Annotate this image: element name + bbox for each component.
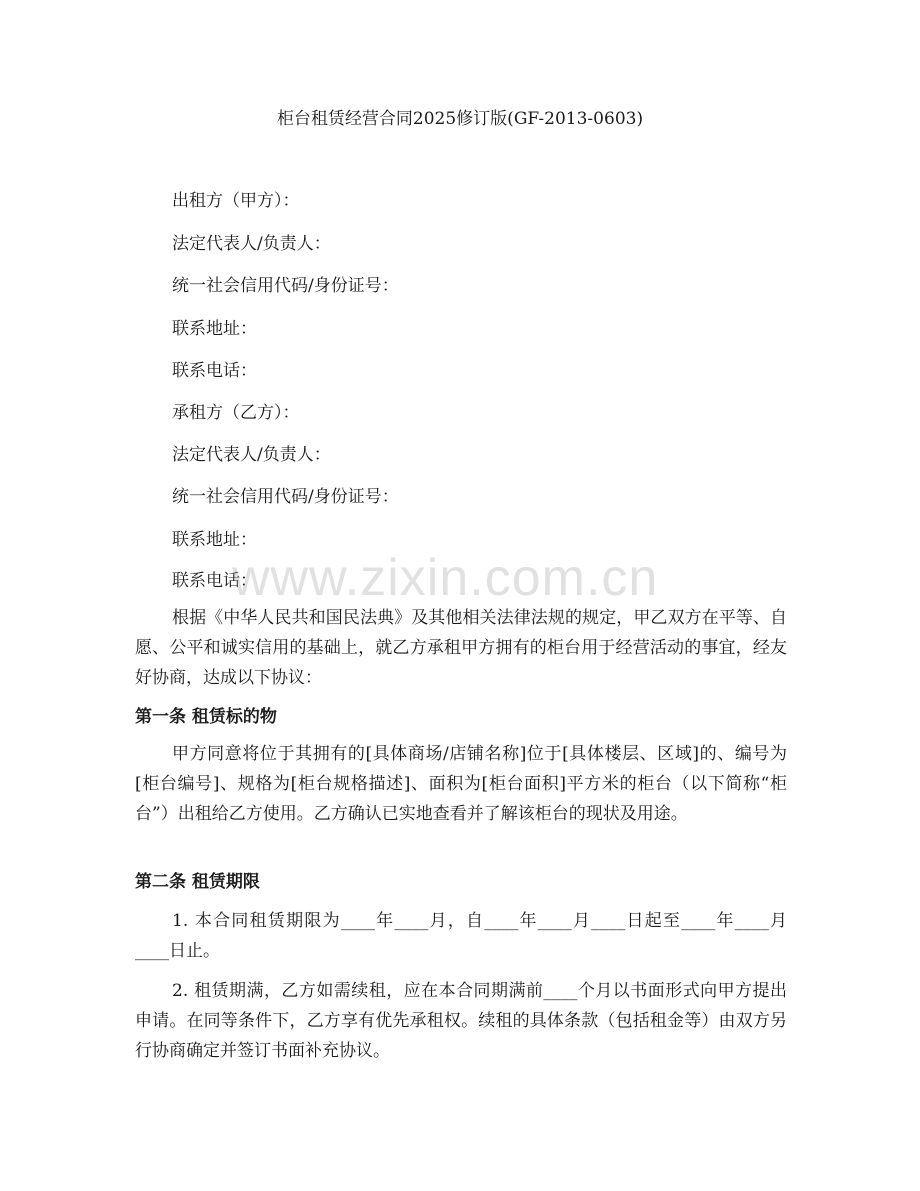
lessee-representative-label: 法定代表人/负责人： <box>172 445 331 465</box>
article-2-clause-2: 2. 租赁期满，乙方如需续租，应在本合同期满前____个月以书面形式向甲方提出申请。在同等条件下，乙方享有优先承租权。续租的具体条款（包括租金等）由双方另行协商确定并签订书面补充协议。 <box>135 981 787 1061</box>
watermark: www.zixin.com.cn <box>232 549 659 607</box>
lessee-label: 承租方（乙方）： <box>172 403 300 423</box>
lessor-representative-label: 法定代表人/负责人： <box>172 234 331 254</box>
lessor-phone-label: 联系电话： <box>172 361 257 381</box>
lessee-address-label: 联系地址： <box>172 530 257 550</box>
article-1-heading: 第一条 租赁标的物 <box>135 707 277 727</box>
article-1-body: 甲方同意将位于其拥有的[具体商场/店铺名称]位于[具体楼层、区域]的、编号为[柜台编号]、规格为[柜台规格描述]、面积为[柜台面积]平方米的柜台（以下简称“柜台”）出租给乙方使用。乙方确认已实地查看并了解该柜台的现状及用途。 <box>135 744 787 824</box>
document-title: 柜台租赁经营合同2025修订版(GF-2013-0603) <box>276 109 644 129</box>
article-2-heading: 第二条 租赁期限 <box>135 872 260 892</box>
preamble-paragraph: 根据《中华人民共和国民法典》及其他相关法律法规的规定，甲乙双方在平等、自愿、公平和诚实信用的基础上，就乙方承租甲方拥有的柜台用于经营活动的事宜，经友好协商，达成以下协议： <box>135 608 787 688</box>
lessor-label: 出租方（甲方）： <box>172 191 300 211</box>
lessee-credit-code-label: 统一社会信用代码/身份证号： <box>172 487 399 507</box>
article-2-clause-1: 1. 本合同租赁期限为____年____月，自____年____月____日起至____年____月____日止。 <box>135 911 787 961</box>
lessee-phone-label: 联系电话： <box>172 571 257 591</box>
lessor-credit-code-label: 统一社会信用代码/身份证号： <box>172 276 399 296</box>
lessor-address-label: 联系地址： <box>172 319 257 339</box>
